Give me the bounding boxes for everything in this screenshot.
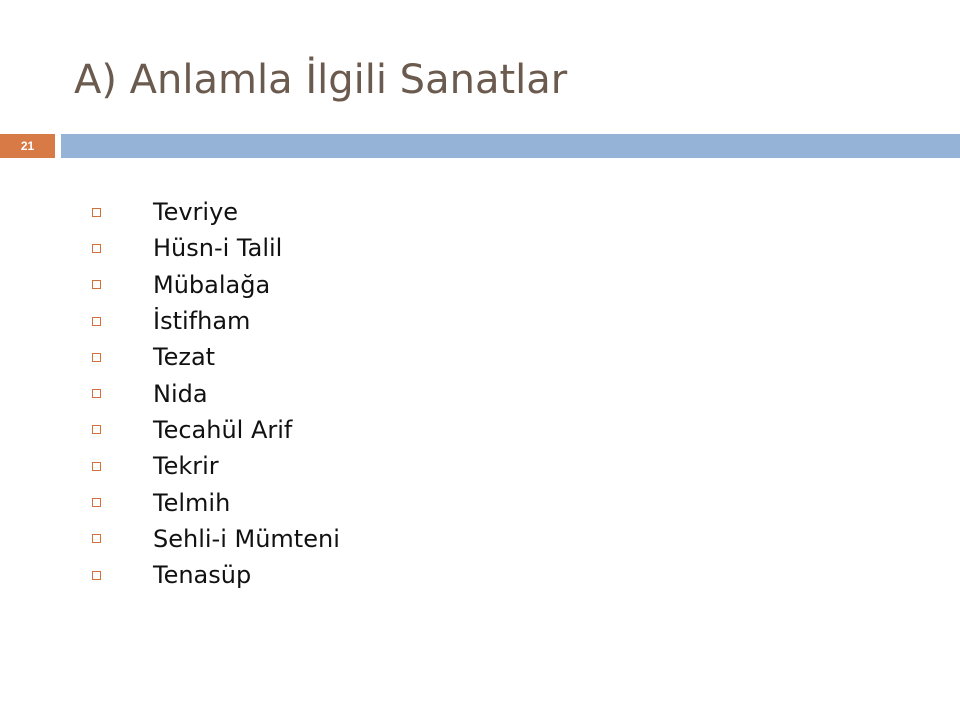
hollow-square-bullet-icon <box>92 462 101 471</box>
hollow-square-bullet-icon <box>92 353 101 362</box>
hollow-square-bullet-icon <box>92 498 101 507</box>
hollow-square-bullet-icon <box>92 317 101 326</box>
slide-title: A) Anlamla İlgili Sanatlar <box>74 57 568 103</box>
page-number-badge: 21 <box>0 134 55 158</box>
list-item-text: Tenasüp <box>153 561 252 590</box>
hollow-square-bullet-icon <box>92 208 101 217</box>
list-item <box>92 339 340 375</box>
list-item <box>92 375 340 411</box>
list-item <box>92 521 340 557</box>
hollow-square-bullet-icon <box>92 425 101 434</box>
list-item-text: Nida <box>153 379 208 408</box>
list-item <box>92 448 340 484</box>
list-item-text: Hüsn-i Talil <box>153 234 283 263</box>
list-item <box>92 484 340 520</box>
list-item-text: Sehli-i Mümteni <box>153 524 340 553</box>
hollow-square-bullet-icon <box>92 244 101 253</box>
hollow-square-bullet-icon <box>92 534 101 543</box>
hollow-square-bullet-icon <box>92 571 101 580</box>
list-item <box>92 412 340 448</box>
list-item-text: Mübalağa <box>153 270 271 299</box>
list-item-text: Telmih <box>153 488 231 517</box>
list-item <box>92 230 340 266</box>
list-item <box>92 194 340 230</box>
header-divider-bar <box>61 134 960 158</box>
list-item-text: Tekrir <box>153 452 219 481</box>
list-item-text: İstifham <box>153 307 251 336</box>
list-item-text: Tezat <box>153 343 216 372</box>
list-item-text: Tevriye <box>153 198 239 227</box>
list-item-text: Tecahül Arif <box>153 415 293 444</box>
list-item <box>92 267 340 303</box>
hollow-square-bullet-icon <box>92 389 101 398</box>
bullet-list <box>92 194 340 593</box>
hollow-square-bullet-icon <box>92 280 101 289</box>
list-item <box>92 557 340 593</box>
list-item <box>92 303 340 339</box>
